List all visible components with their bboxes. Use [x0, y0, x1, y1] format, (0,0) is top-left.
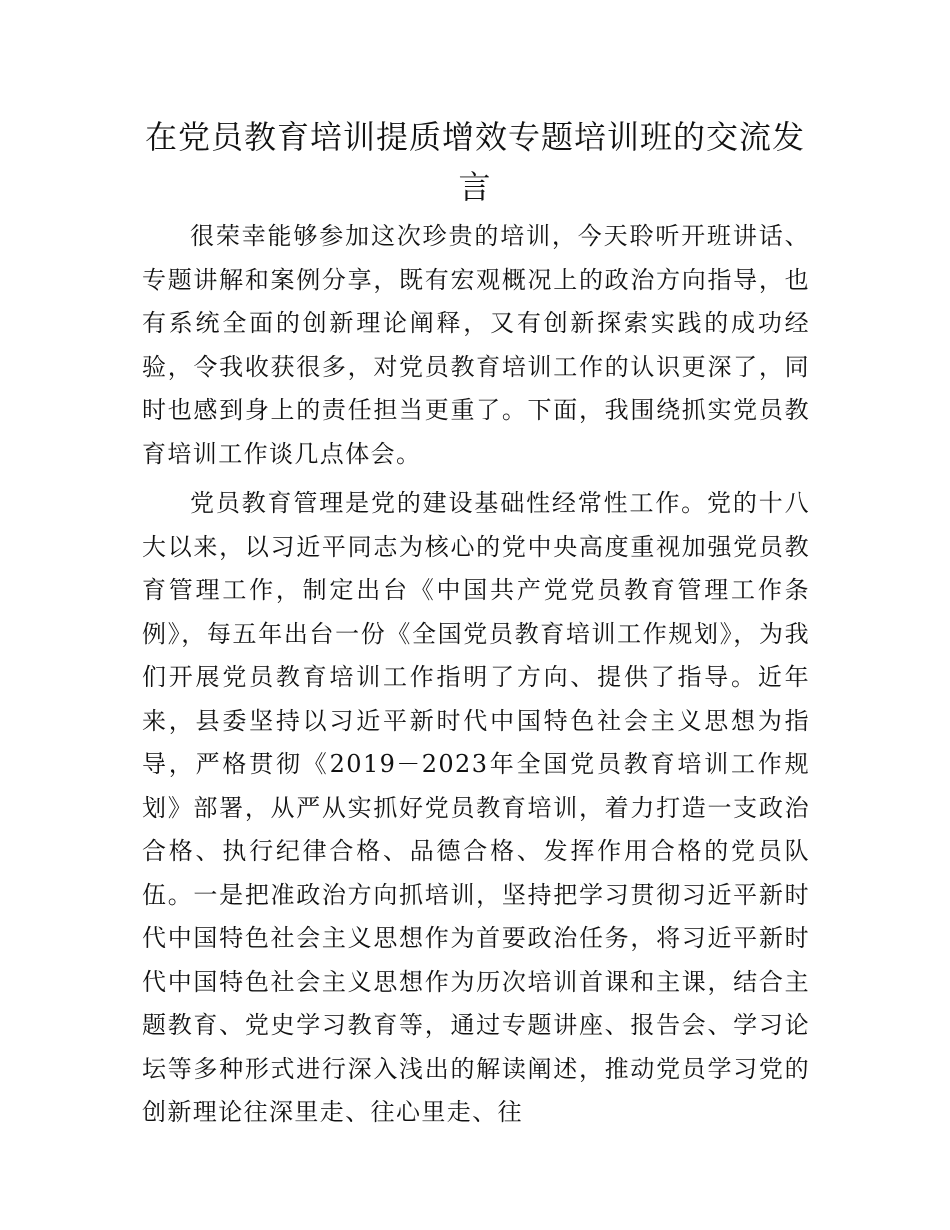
document-title: 在党员教育培训提质增效专题培训班的交流发言 — [144, 118, 805, 206]
paragraph-party-education: 党员教育管理是党的建设基础性经常性工作。党的十八大以来，以习近平同志为核心的党中央高度重视加强党员教育管理工作，制定出台《中国共产党党员教育管理工作条例》，每五年出台一份《全国党员教育培训工作规划》，为我们开展党员教育培训工作指明了方向、提供了指导。近年来，县委坚持以习近平新时代中国特色社会主义思想为指导，严格贯彻《2019－2023年全国党员教育培训工作规划》部署，从严从实抓好党员教育培训，着力打造一支政治合格、执行纪律合格、品德合格、发挥作用合格的党员队伍。一是把准政治方向抓培训，坚持把学习贯彻习近平新时代中国特色社会主义思想作为首要政治任务，将习近平新时代中国特色社会主义思想作为历次培训首课和主课，结合主题教育、党史学习教育等，通过专题讲座、报告会、学习论坛等多种形式进行深入浅出的解读阐述，推动党员学习党的创新理论往深里走、往心里走、往 — [142, 489, 810, 1126]
paragraph-intro: 很荣幸能够参加这次珍贵的培训，今天聆听开班讲话、专题讲解和案例分享，既有宏观概况上的政治方向指导，也有系统全面的创新理论阐释，又有创新探索实践的成功经验，令我收获很多，对党员教育培训工作的认识更深了，同时也感到身上的责任担当更重了。下面，我围绕抓实党员教育培训工作谈几点体会。 — [142, 222, 810, 468]
